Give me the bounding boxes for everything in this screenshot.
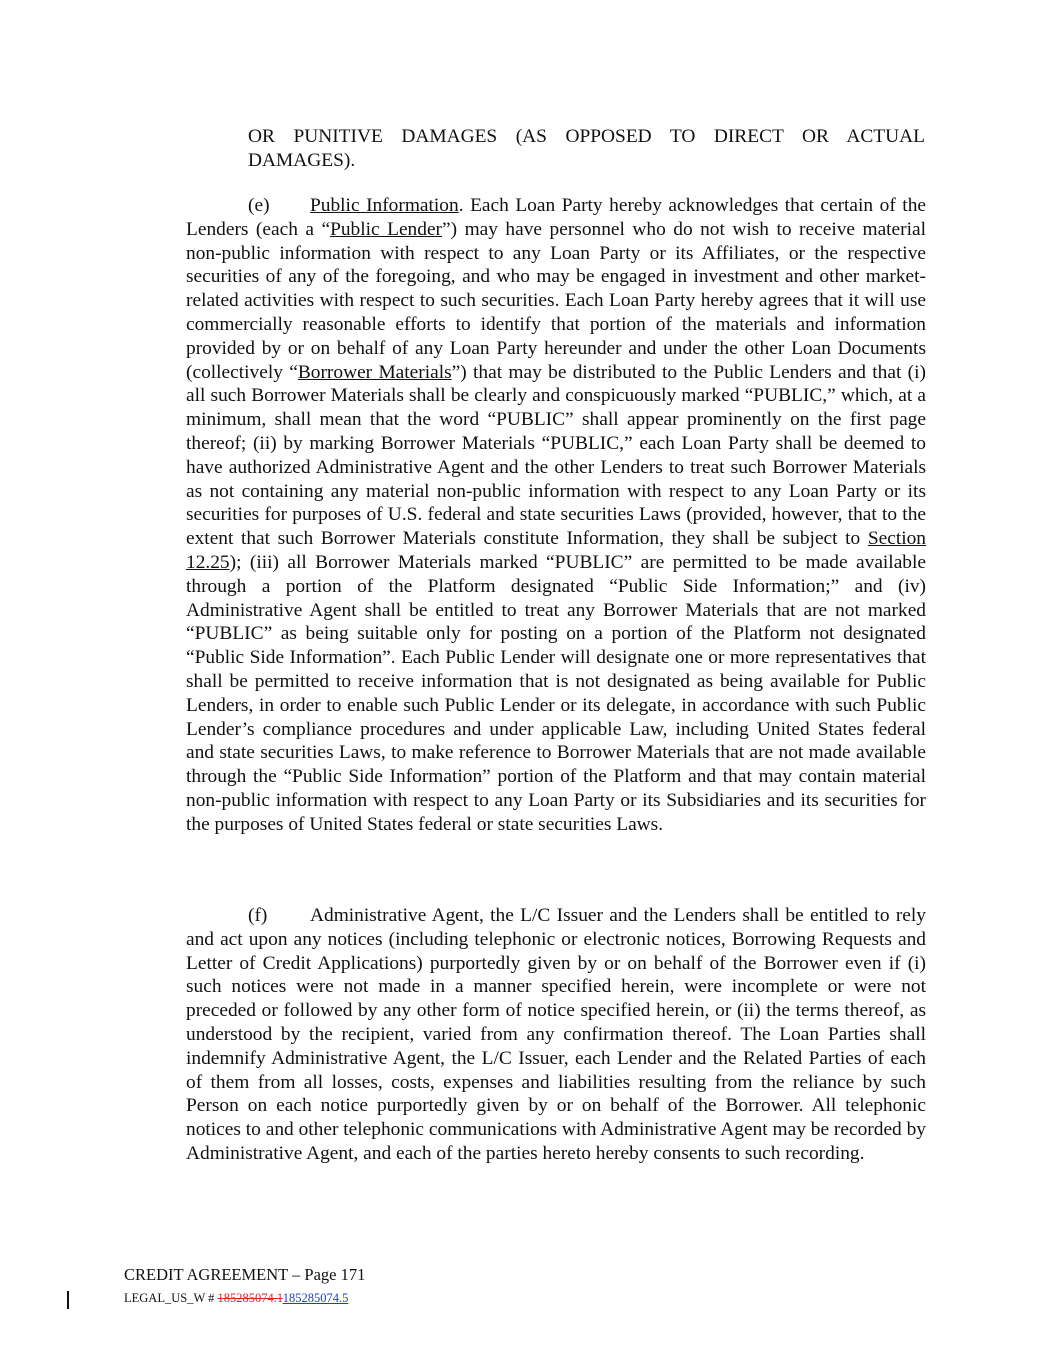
paragraph-punitive-damages	[248, 125, 925, 173]
page-footer	[124, 1265, 365, 1307]
section-e-text-3: ”) that may be distributed to the Public Lenders and that (i) all such Borrower Materials shall be clearly and conspicuously marked “PUBLIC,” which, at a minimum, shall mean that the word “PUBLIC” shall appear prominently on the first page thereof; (ii) by marking Borrower Materials “PUBLIC,” each Loan Party shall be deemed to have authorized Administrative Agent and the other Lenders to treat such Borrower Materials as not containing any material non-public information with respect to any Loan Party or its securities for purposes of U.S. federal and state securities Laws (provided, however, that to the extent that such Borrower Materials constitute Information, they shall be subject to	[186, 361, 926, 550]
section-e-text-1: . Each Loan Party hereby acknowledges that certain of the Lenders (each a “	[186, 195, 926, 240]
footer-document-id	[124, 1289, 365, 1307]
defined-term-borrower-materials: Borrower Materials	[297, 361, 452, 383]
section-e-text-4: ); (iii) all Borrower Materials marked “PUBLIC” are permitted to be made available through a portion of the Platform designated “Public Side Information;” and (iv) Administrative Agent shall be entitled to treat any Borrower Materials that are not marked “PUBLIC” as being suitable only for posting on a portion of the Platform not designated “Public Side Information”. Each Public Lender will designate one or more representatives that shall be permitted to receive information that is not designated as being available for Public Lenders, in order to enable such Public Lender or its delegate, in accordance with such Public Lender’s compliance procedures and under applicable Law, including United States federal and state securities Laws, to make reference to Borrower Materials that are not made available through the “Public Side Information” portion of the Platform and that may contain material non-public information with respect to any Loan Party or its Subsidiaries and its securities for the purposes of United States federal or state securities Laws.	[186, 551, 926, 835]
paragraph-punitive-damages-text: OR PUNITIVE DAMAGES (AS OPPOSED TO DIRECT OR ACTUAL DAMAGES).	[248, 126, 925, 171]
footer-page-label: CREDIT AGREEMENT – Page 171	[124, 1265, 366, 1284]
revision-change-bar	[67, 1291, 69, 1309]
section-f-label: (f)	[248, 905, 268, 926]
section-f-notices	[186, 904, 926, 1166]
section-e-text-2: ”) may have personnel who do not wish to receive material non-public information with respect to any Loan Party or its Affiliates, or the respective securities of any of the foregoing, and who may be engaged in investment and other market-related activities with respect to such securities. Each Loan Party hereby agrees that it will use commercially reasonable efforts to identify that portion of the materials and information provided by or on behalf of any Loan Party hereunder and under the other Loan Documents (collectively “	[186, 218, 927, 383]
section-f-text: Administrative Agent, the L/C Issuer and the Lenders shall be entitled to rely and act upon any notices (including telephonic or electronic notices, Borrowing Requests and Letter of Credit Applications) purportedly given by or on behalf of the Borrower even if (i) such notices were not made in a manner specified herein, were incomplete or were not preceded or followed by any other form of notice specified herein, or (ii) the terms thereof, as understood by the recipient, varied from any confirmation thereof. The Loan Parties shall indemnify Administrative Agent, the L/C Issuer, each Lender and the Related Parties of each of them from all losses, costs, expenses and liabilities resulting from the reliance by such Person on each notice purportedly given by or on behalf of the Borrower. All telephonic notices to and other telephonic communications with Administrative Agent may be recorded by Administrative Agent, and each of the parties hereto hereby consents to such recording.	[186, 905, 926, 1164]
doc-id-prefix: LEGAL_US_W #	[124, 1291, 218, 1305]
doc-id-inserted: 185285074.5	[282, 1291, 349, 1305]
section-e-public-information	[186, 194, 926, 837]
section-e-heading: Public Information	[310, 195, 459, 216]
doc-id-deleted: 185285074.1	[217, 1291, 283, 1305]
defined-term-public-lender: Public Lender	[330, 218, 443, 240]
section-e-label: (e)	[248, 195, 270, 216]
section-reference-12-25: Section 12.25	[186, 528, 926, 573]
